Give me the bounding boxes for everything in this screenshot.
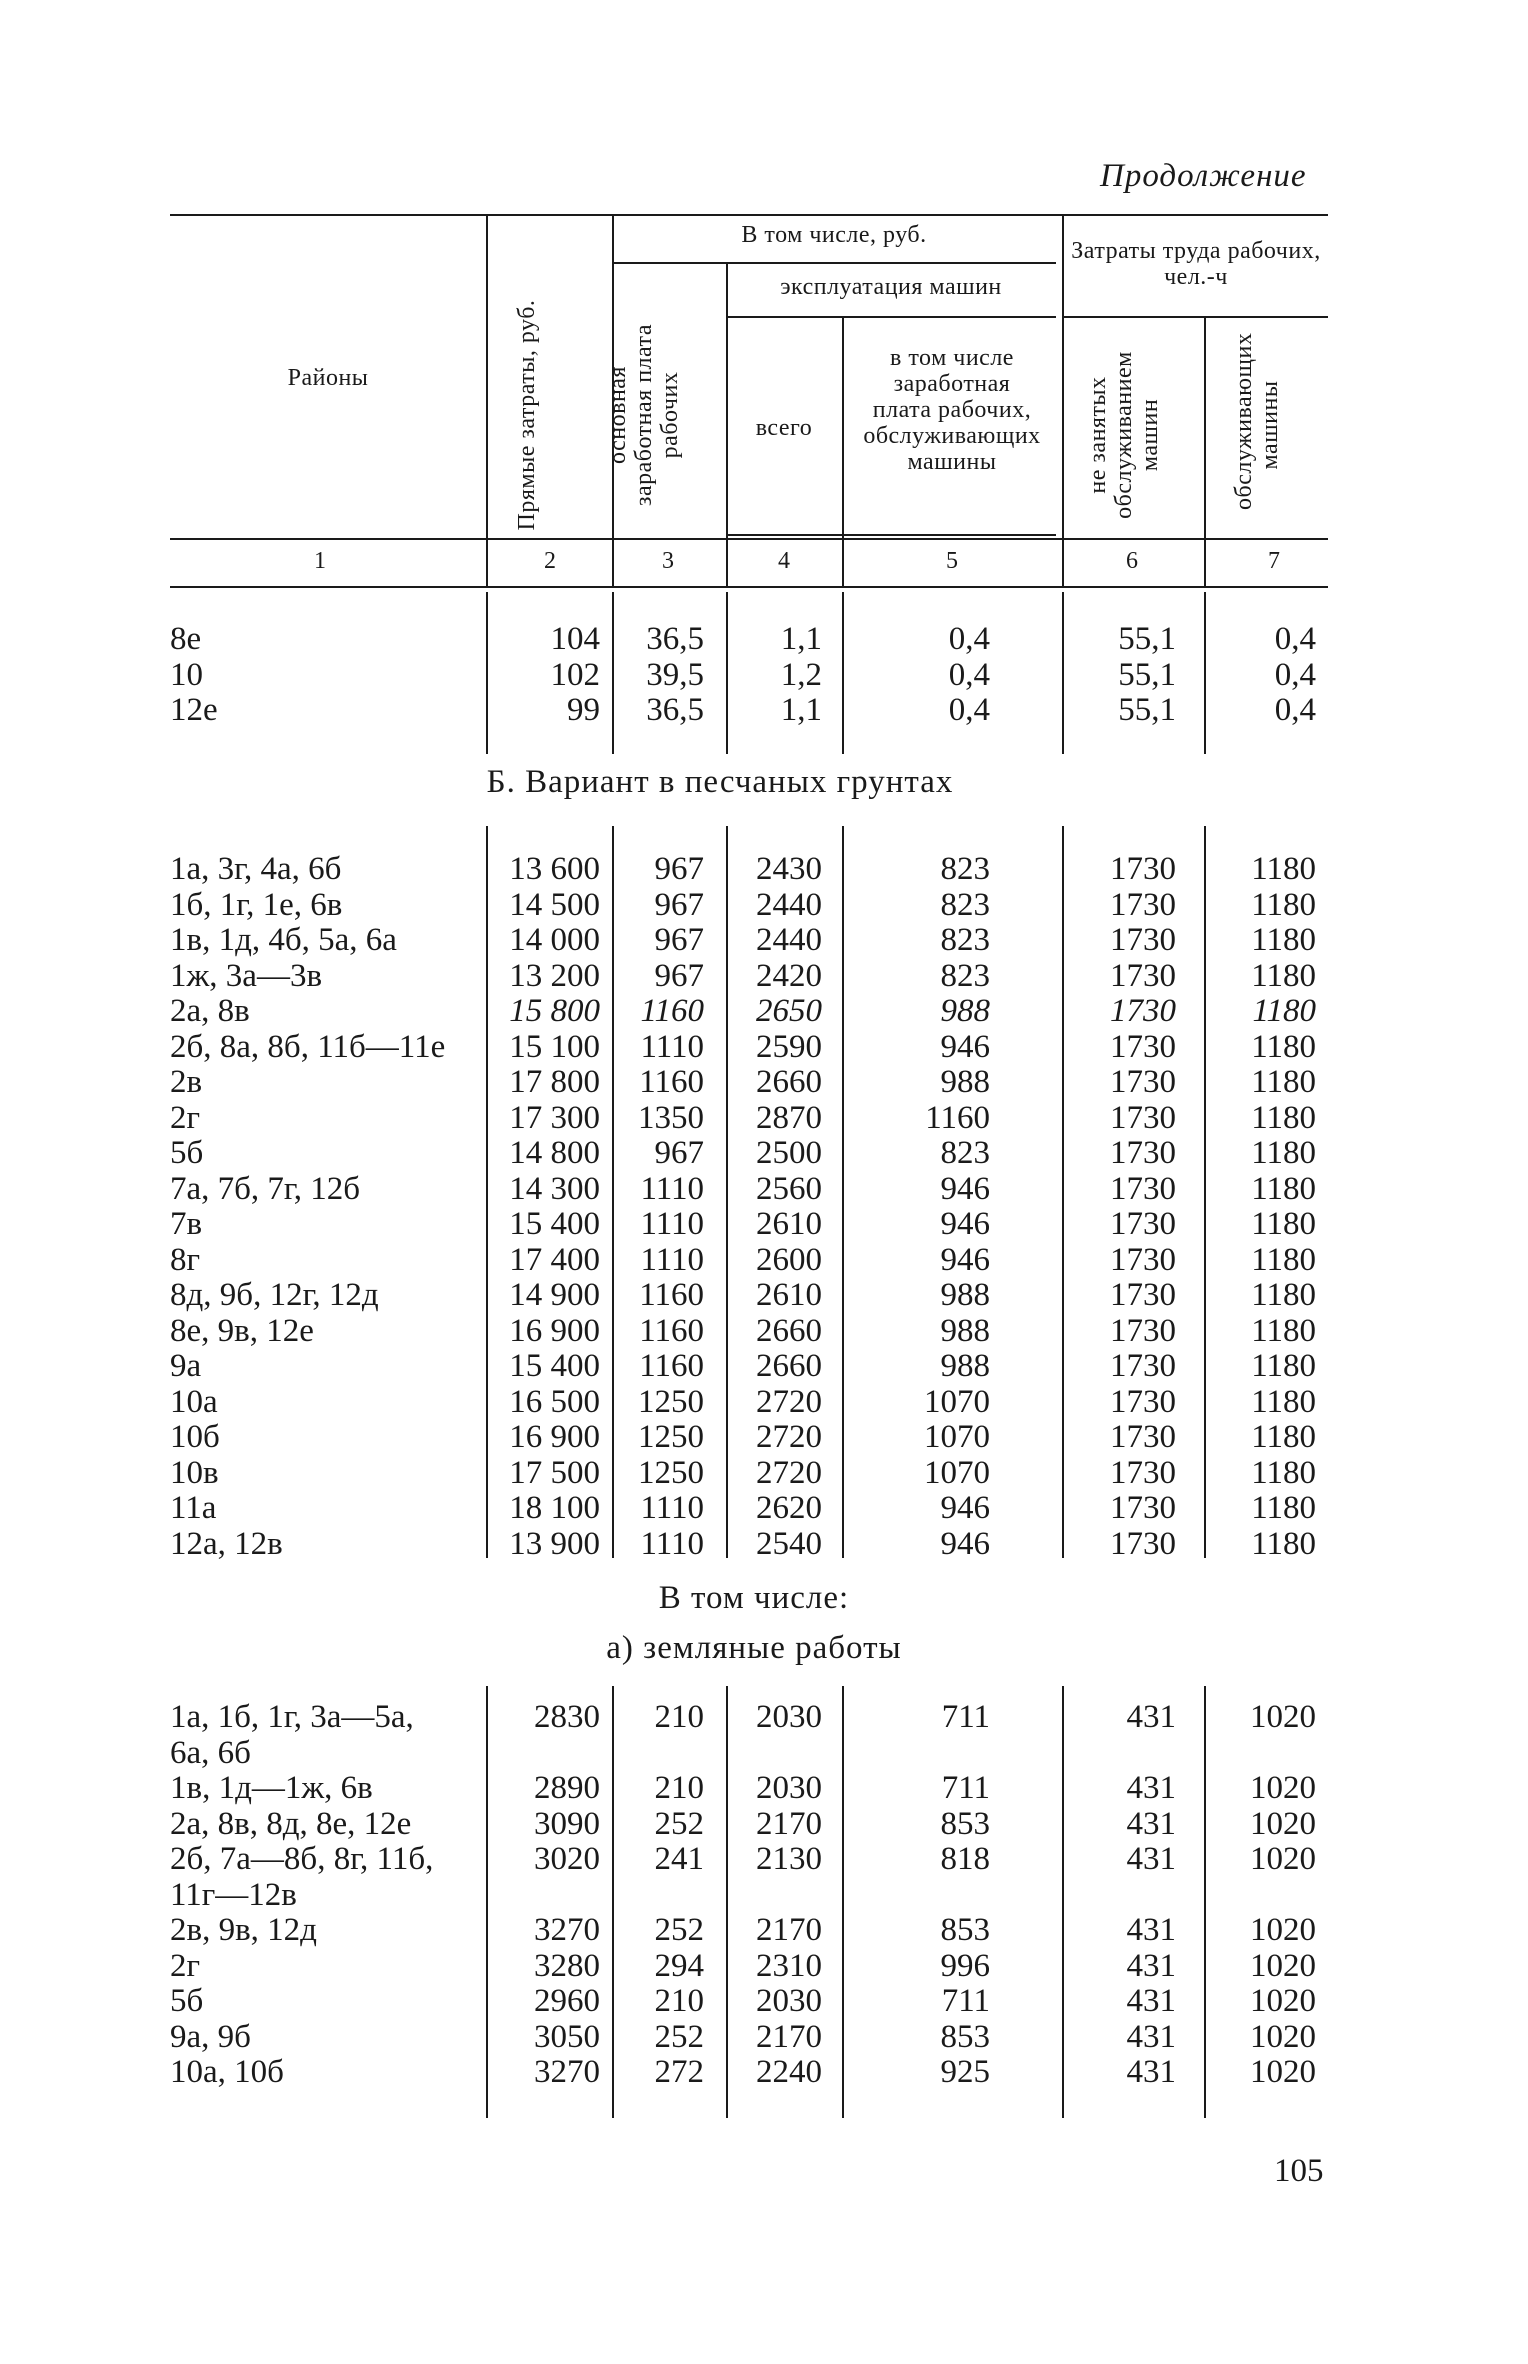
district-name: 2г [170, 1099, 201, 1136]
machine-sub-rule [726, 534, 1056, 536]
machine-ops-rule [726, 316, 1056, 318]
cell-col-2: 3270 [534, 1912, 600, 1948]
cell-col-3: 1160 [639, 1277, 704, 1313]
cell-col-2: 3270 [534, 2054, 600, 2090]
cell-col-7: 1020 [1250, 1947, 1316, 1984]
cell-col-4: 1,1 [780, 621, 822, 657]
table-row [0, 1385, 1528, 1420]
cell-col-5: 711 [941, 1770, 990, 1806]
cell-col-5: 988 [940, 1348, 990, 1384]
cell-col-2: 15 800 [509, 993, 600, 1029]
cell-col-2: 14 000 [509, 922, 600, 958]
cell-col-4: 1,1 [780, 692, 822, 728]
cell-col-6: 431 [1126, 2018, 1176, 2055]
cell-col-6: 431 [1126, 1841, 1176, 1877]
cell-col-3: 1250 [638, 1383, 704, 1420]
cell-col-6: 1730 [1110, 886, 1176, 923]
table-row [0, 923, 1528, 958]
cell-col-6: 1730 [1110, 1206, 1176, 1242]
cell-col-2: 17 800 [509, 1064, 600, 1100]
district-name: 1ж, 3а—3в [170, 957, 323, 994]
district-name: 1в, 1д—1ж, 6в [170, 1770, 373, 1806]
cell-col-2: 2830 [534, 1699, 600, 1735]
cell-col-3: 1160 [639, 1064, 704, 1100]
table-row [0, 1878, 1528, 1913]
section-title-sandy: Б. Вариант в песчаных грунтах [486, 764, 954, 800]
cell-col-7: 1020 [1250, 1699, 1316, 1735]
cell-col-2: 13 200 [509, 957, 600, 994]
table-row [0, 1527, 1528, 1562]
cell-col-5: 0,4 [948, 692, 990, 728]
table-row [0, 1172, 1528, 1207]
cell-col-6: 1730 [1110, 1490, 1176, 1526]
cell-col-5: 823 [940, 851, 990, 887]
cell-col-5: 818 [940, 1841, 990, 1877]
cell-col-5: 946 [940, 1241, 990, 1278]
cell-col-4: 2430 [756, 851, 822, 887]
header-vline-1 [486, 214, 488, 586]
table-row [0, 693, 1528, 728]
cell-col-5: 946 [940, 1028, 990, 1065]
cell-col-3: 967 [654, 886, 704, 923]
cell-col-2: 16 500 [509, 1383, 600, 1420]
cell-col-5: 853 [940, 2018, 990, 2055]
table-row [0, 852, 1528, 887]
cell-col-4: 2560 [756, 1170, 822, 1207]
cell-col-4: 2170 [756, 2018, 822, 2055]
cell-col-7: 1180 [1251, 1525, 1316, 1562]
cell-col-3: 210 [654, 1983, 704, 2019]
cell-col-2: 14 900 [509, 1277, 600, 1313]
cell-col-3: 1110 [640, 1490, 704, 1526]
district-name: 11г—12в [170, 1876, 297, 1913]
header-bottom-rule [170, 538, 1328, 540]
district-name: 10а, 10б [170, 2054, 284, 2090]
cell-col-2: 15 400 [509, 1348, 600, 1384]
table-row [0, 1243, 1528, 1278]
cell-col-4: 2720 [756, 1383, 822, 1420]
cell-col-5: 946 [940, 1525, 990, 1562]
cell-col-4: 2500 [756, 1135, 822, 1171]
cell-col-7: 0,4 [1274, 656, 1316, 693]
cell-col-7: 1020 [1250, 1805, 1316, 1842]
cell-col-3: 1110 [640, 1525, 704, 1562]
cell-col-3: 1110 [640, 1241, 704, 1278]
cell-col-5: 823 [940, 957, 990, 994]
cell-col-3: 1250 [638, 1454, 704, 1491]
cell-col-2: 102 [550, 656, 600, 693]
cell-col-7: 1020 [1250, 1983, 1316, 2019]
cell-col-2: 15 400 [509, 1206, 600, 1242]
cell-col-4: 2720 [756, 1419, 822, 1455]
cell-col-7: 1180 [1252, 993, 1316, 1029]
cell-col-7: 1180 [1251, 1170, 1316, 1207]
header-incl-wage-operators: в том числе заработная плата рабочих, обслуживающих машины [863, 345, 1041, 475]
cell-col-3: 1160 [640, 993, 704, 1029]
cell-col-6: 1730 [1110, 1064, 1176, 1100]
table-row [0, 1700, 1528, 1735]
cell-col-5: 988 [940, 1064, 990, 1100]
district-name: 10б [170, 1419, 220, 1455]
cell-col-2: 17 500 [509, 1454, 600, 1491]
cell-col-4: 2610 [756, 1277, 822, 1313]
cell-col-3: 1110 [640, 1206, 704, 1242]
cell-col-3: 36,5 [646, 692, 704, 728]
table-row [0, 1314, 1528, 1349]
cell-col-2: 17 400 [509, 1241, 600, 1278]
cell-col-4: 2870 [756, 1099, 822, 1136]
table-row [0, 1842, 1528, 1877]
district-name: 9а, 9б [170, 2018, 251, 2055]
cell-col-4: 2620 [756, 1490, 822, 1526]
cell-col-2: 2960 [534, 1983, 600, 2019]
cell-col-7: 1180 [1251, 957, 1316, 994]
cell-col-3: 1350 [638, 1099, 704, 1136]
cell-col-7: 1180 [1251, 1490, 1316, 1526]
cell-col-3: 210 [654, 1770, 704, 1806]
cell-col-6: 1730 [1110, 1419, 1176, 1455]
table-row [0, 959, 1528, 994]
header-including: В том числе, руб. [741, 222, 927, 248]
cell-col-4: 2660 [756, 1312, 822, 1349]
cell-col-7: 1180 [1251, 1348, 1316, 1384]
cell-col-2: 14 300 [509, 1170, 600, 1207]
table-row [0, 2055, 1528, 2090]
cell-col-4: 2030 [756, 1983, 822, 2019]
cell-col-4: 2420 [756, 957, 822, 994]
table-row [0, 2020, 1528, 2055]
cell-col-3: 36,5 [646, 621, 704, 657]
cell-col-7: 1180 [1251, 1277, 1316, 1313]
cell-col-3: 967 [654, 851, 704, 887]
district-name: 8е [170, 621, 202, 657]
cell-col-6: 1730 [1110, 1525, 1176, 1562]
colnum-bottom-rule [170, 586, 1328, 588]
cell-col-3: 1110 [640, 1170, 704, 1207]
colnum-2: 2 [544, 548, 556, 574]
cell-col-2: 14 500 [509, 886, 600, 923]
section-title-including: В том числе: [658, 1580, 850, 1616]
cell-col-4: 2170 [756, 1912, 822, 1948]
cell-col-3: 39,5 [646, 656, 704, 693]
cell-col-7: 1020 [1250, 2018, 1316, 2055]
cell-col-7: 1020 [1250, 2054, 1316, 2090]
cell-col-4: 2660 [756, 1064, 822, 1100]
cell-col-6: 55,1 [1118, 656, 1176, 693]
cell-col-2: 18 100 [509, 1490, 600, 1526]
cell-col-7: 1180 [1251, 1064, 1316, 1100]
cell-col-5: 988 [940, 993, 990, 1029]
section-subtitle-earthworks: а) земляные работы [606, 1630, 902, 1666]
table-row [0, 1136, 1528, 1171]
table-row [0, 1913, 1528, 1948]
district-name: 7в [170, 1206, 203, 1242]
cell-col-5: 1070 [924, 1419, 990, 1455]
cell-col-4: 2610 [756, 1206, 822, 1242]
cell-col-5: 823 [940, 886, 990, 923]
cell-col-6: 1730 [1110, 1383, 1176, 1420]
cell-col-5: 823 [940, 922, 990, 958]
cell-col-5: 0,4 [948, 621, 990, 657]
cell-col-6: 1730 [1110, 1348, 1176, 1384]
cell-col-6: 55,1 [1118, 692, 1176, 728]
cell-col-2: 2890 [534, 1770, 600, 1806]
cell-col-3: 967 [654, 957, 704, 994]
table-row [0, 1807, 1528, 1842]
cell-col-3: 1160 [639, 1312, 704, 1349]
cell-col-7: 1180 [1251, 886, 1316, 923]
district-name: 2в, 9в, 12д [170, 1912, 317, 1948]
cell-col-4: 2650 [756, 993, 822, 1029]
cell-col-7: 1180 [1251, 851, 1316, 887]
cell-col-4: 2720 [756, 1454, 822, 1491]
cell-col-2: 3050 [534, 2018, 600, 2055]
cell-col-3: 1160 [639, 1348, 704, 1384]
district-name: 7а, 7б, 7г, 12б [170, 1170, 361, 1207]
cell-col-2: 3020 [534, 1841, 600, 1877]
cell-col-3: 252 [654, 2018, 704, 2055]
district-name: 5б [170, 1983, 204, 2019]
district-name: 11а [170, 1490, 217, 1526]
header-not-servicing: не занятых обслуживанием машин [1085, 351, 1163, 519]
cell-col-7: 1180 [1251, 1206, 1316, 1242]
cell-col-2: 17 300 [509, 1099, 600, 1136]
district-name: 2г [170, 1947, 201, 1984]
district-name: 8д, 9б, 12г, 12д [170, 1277, 379, 1313]
cell-col-5: 946 [940, 1490, 990, 1526]
district-name: 1в, 1д, 4б, 5а, 6а [170, 922, 397, 958]
cell-col-4: 2440 [756, 922, 822, 958]
cell-col-5: 946 [940, 1170, 990, 1207]
cell-col-7: 1180 [1251, 1383, 1316, 1420]
cell-col-6: 55,1 [1118, 621, 1176, 657]
cell-col-6: 1730 [1110, 1312, 1176, 1349]
cell-col-5: 925 [940, 2054, 990, 2090]
cell-col-2: 3090 [534, 1805, 600, 1842]
cell-col-4: 2240 [756, 2054, 822, 2090]
cell-col-6: 1730 [1110, 1277, 1176, 1313]
colnum-6: 6 [1126, 548, 1138, 574]
cell-col-5: 946 [940, 1206, 990, 1242]
table-row [0, 1101, 1528, 1136]
cell-col-2: 16 900 [509, 1312, 600, 1349]
header-total: всего [755, 415, 813, 441]
including-rule [612, 262, 1056, 264]
table-row [0, 1771, 1528, 1806]
cell-col-6: 431 [1126, 1770, 1176, 1806]
district-name: 12а, 12в [170, 1525, 283, 1562]
header-vline-4 [842, 316, 844, 586]
cell-col-4: 2440 [756, 886, 822, 923]
cell-col-3: 241 [654, 1841, 704, 1877]
table-row [0, 888, 1528, 923]
table-row [0, 1030, 1528, 1065]
cell-col-7: 1180 [1251, 1135, 1316, 1171]
cell-col-2: 104 [550, 621, 600, 657]
continuation-label: Продолжение [1100, 158, 1307, 194]
district-name: 2в [170, 1064, 203, 1100]
cell-col-7: 1020 [1250, 1841, 1316, 1877]
district-name: 12е [170, 692, 218, 728]
cell-col-4: 2310 [756, 1947, 822, 1984]
cell-col-2: 16 900 [509, 1419, 600, 1455]
header-vline-6 [1204, 316, 1206, 586]
cell-col-6: 431 [1126, 1947, 1176, 1984]
colnum-7: 7 [1268, 548, 1280, 574]
district-name: 6а, 6б [170, 1734, 251, 1771]
cell-col-6: 1730 [1110, 1454, 1176, 1491]
cell-col-4: 1,2 [780, 656, 822, 693]
district-name: 10в [170, 1454, 219, 1491]
district-name: 8г [170, 1241, 201, 1278]
table-row [0, 1949, 1528, 1984]
header-servicing: обслуживающих машины [1231, 332, 1283, 510]
cell-col-3: 294 [654, 1947, 704, 1984]
table-row [0, 1065, 1528, 1100]
cell-col-3: 967 [654, 1135, 704, 1171]
cell-col-6: 431 [1126, 1805, 1176, 1842]
cell-col-7: 1020 [1250, 1912, 1316, 1948]
table-row [0, 658, 1528, 693]
cell-col-7: 0,4 [1274, 621, 1316, 657]
cell-col-6: 1730 [1110, 1135, 1176, 1171]
header-machine-ops: эксплуатация машин [780, 274, 1002, 300]
cell-col-6: 1730 [1110, 1028, 1176, 1065]
cell-col-6: 1730 [1110, 993, 1176, 1029]
district-name: 2а, 8в, 8д, 8е, 12е [170, 1805, 412, 1842]
district-name: 5б [170, 1135, 204, 1171]
cell-col-6: 431 [1126, 1912, 1176, 1948]
cell-col-5: 1070 [924, 1454, 990, 1491]
cell-col-6: 1730 [1110, 1099, 1176, 1136]
cell-col-2: 3280 [534, 1947, 600, 1984]
cell-col-5: 853 [940, 1912, 990, 1948]
district-name: 2а, 8в [170, 993, 250, 1029]
cell-col-5: 0,4 [948, 656, 990, 693]
cell-col-2: 99 [567, 692, 600, 728]
cell-col-6: 1730 [1110, 922, 1176, 958]
cell-col-3: 252 [654, 1912, 704, 1948]
cell-col-4: 2540 [756, 1525, 822, 1562]
cell-col-2: 13 900 [509, 1525, 600, 1562]
table-row [0, 994, 1528, 1029]
table-row [0, 1349, 1528, 1384]
cell-col-7: 1180 [1251, 1312, 1316, 1349]
cell-col-5: 1070 [924, 1383, 990, 1420]
cell-col-7: 1180 [1251, 922, 1316, 958]
header-top-rule [170, 214, 1328, 216]
cell-col-6: 1730 [1110, 1241, 1176, 1278]
table-row [0, 1420, 1528, 1455]
cell-col-2: 13 600 [509, 851, 600, 887]
cell-col-5: 988 [940, 1312, 990, 1349]
cell-col-5: 711 [941, 1699, 990, 1735]
cell-col-5: 823 [940, 1135, 990, 1171]
cell-col-5: 853 [940, 1805, 990, 1842]
cell-col-3: 1250 [638, 1419, 704, 1455]
colnum-3: 3 [662, 548, 674, 574]
cell-col-5: 996 [940, 1947, 990, 1984]
district-name: 10 [170, 656, 203, 693]
cell-col-3: 252 [654, 1805, 704, 1842]
district-name: 2б, 7а—8б, 8г, 11б, [170, 1841, 434, 1877]
cell-col-5: 711 [941, 1983, 990, 2019]
cell-col-7: 1180 [1251, 1099, 1316, 1136]
labor-rule [1064, 316, 1328, 318]
table-row [0, 1736, 1528, 1771]
colnum-1: 1 [314, 548, 326, 574]
table-row [0, 1207, 1528, 1242]
table-row [0, 1984, 1528, 2019]
cell-col-4: 2660 [756, 1348, 822, 1384]
district-name: 9а [170, 1348, 202, 1384]
colnum-4: 4 [778, 548, 790, 574]
cell-col-6: 1730 [1110, 851, 1176, 887]
cell-col-3: 210 [654, 1699, 704, 1735]
cell-col-7: 1180 [1251, 1419, 1316, 1455]
table-row [0, 622, 1528, 657]
district-name: 1а, 3г, 4а, 6б [170, 851, 342, 887]
header-direct-costs: Прямые затраты, руб. [514, 299, 540, 531]
table-row [0, 1456, 1528, 1491]
colnum-5: 5 [946, 548, 958, 574]
cell-col-5: 1160 [925, 1099, 990, 1136]
district-name: 10а [170, 1383, 218, 1420]
cell-col-3: 967 [654, 922, 704, 958]
cell-col-5: 988 [940, 1277, 990, 1313]
cell-col-3: 1110 [640, 1028, 704, 1065]
cell-col-4: 2170 [756, 1805, 822, 1842]
cell-col-6: 1730 [1110, 1170, 1176, 1207]
cell-col-6: 1730 [1110, 957, 1176, 994]
cell-col-7: 1180 [1251, 1028, 1316, 1065]
cell-col-4: 2030 [756, 1699, 822, 1735]
table-row [0, 1491, 1528, 1526]
cell-col-4: 2130 [756, 1841, 822, 1877]
header-districts: Районы [287, 365, 369, 391]
district-name: 1а, 1б, 1г, 3а—5а, [170, 1699, 414, 1735]
cell-col-2: 14 800 [509, 1135, 600, 1171]
cell-col-6: 431 [1126, 1983, 1176, 2019]
table-row [0, 1278, 1528, 1313]
cell-col-4: 2600 [756, 1241, 822, 1278]
cell-col-4: 2030 [756, 1770, 822, 1806]
header-labor: Затраты труда рабочих, чел.-ч [1071, 238, 1321, 290]
cell-col-6: 431 [1126, 2054, 1176, 2090]
cell-col-7: 1020 [1250, 1770, 1316, 1806]
cell-col-4: 2590 [756, 1028, 822, 1065]
cell-col-6: 431 [1126, 1699, 1176, 1735]
cell-col-7: 0,4 [1274, 692, 1316, 728]
cell-col-7: 1180 [1251, 1241, 1316, 1278]
district-name: 8е, 9в, 12е [170, 1312, 314, 1349]
district-name: 2б, 8а, 8б, 11б—11е [170, 1028, 446, 1065]
header-base-wage: основная заработная плата рабочих [605, 324, 683, 506]
cell-col-7: 1180 [1251, 1454, 1316, 1491]
cell-col-3: 272 [654, 2054, 704, 2090]
district-name: 1б, 1г, 1е, 6в [170, 886, 343, 923]
cell-col-2: 15 100 [509, 1028, 600, 1065]
page-number: 105 [1274, 2153, 1324, 2189]
